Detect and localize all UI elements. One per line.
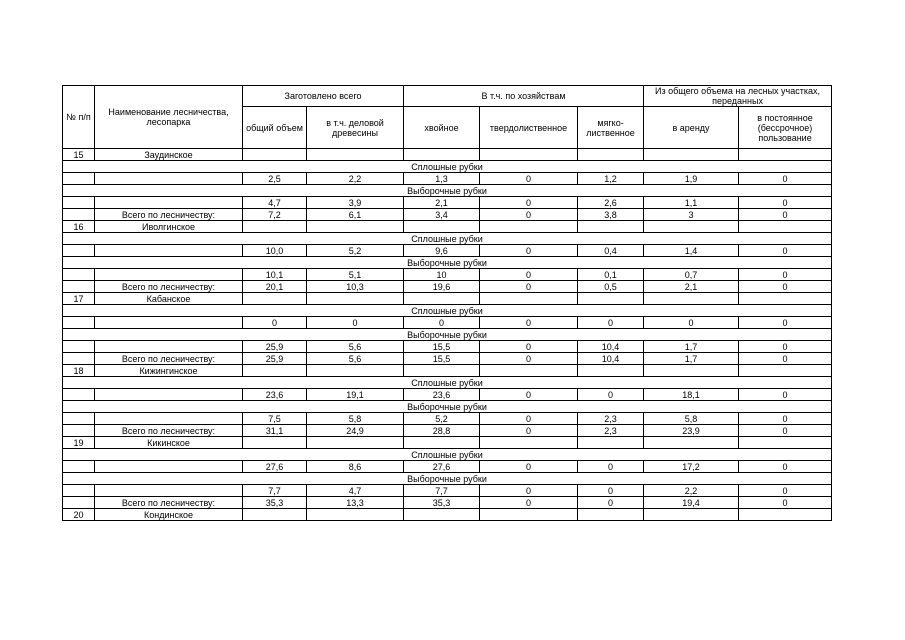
business-wood-cell: 10,3 (307, 281, 404, 293)
row-name: Всего по лесничеству: (95, 353, 243, 365)
row-name (95, 413, 243, 425)
header-permanent-use: в постоянное (бессрочное) пользование (739, 107, 832, 149)
softwood-cell: 0,1 (578, 269, 644, 281)
forestry-row (63, 365, 832, 377)
conifer-cell: 15,5 (404, 341, 480, 353)
lease-cell: 19,4 (644, 497, 739, 509)
business-wood-cell: 8,6 (307, 461, 404, 473)
empty-cell (739, 293, 832, 305)
empty-cell (243, 293, 307, 305)
conifer-cell: 0 (404, 317, 480, 329)
header-transferred: Из общего объема на лесных участках, переданных (644, 86, 832, 107)
empty-cell (578, 365, 644, 377)
permanent-use-cell: 0 (739, 461, 832, 473)
total-volume-cell: 7,2 (243, 209, 307, 221)
business-wood-cell: 4,7 (307, 485, 404, 497)
empty-cell (480, 149, 578, 161)
table-row (63, 173, 832, 185)
section-row (63, 449, 832, 461)
lease-cell: 1,7 (644, 341, 739, 353)
header-lease: в аренду (644, 107, 739, 149)
softwood-cell: 0 (578, 485, 644, 497)
empty-cell (243, 221, 307, 233)
row-number (63, 209, 95, 221)
forestry-name: Кабанское (95, 293, 243, 305)
total-volume-cell: 23,6 (243, 389, 307, 401)
softwood-cell: 2,3 (578, 413, 644, 425)
empty-cell (739, 509, 832, 521)
hardwood-cell: 0 (480, 209, 578, 221)
conifer-cell: 9,6 (404, 245, 480, 257)
row-number (63, 353, 95, 365)
section-row (63, 233, 832, 245)
row-number (63, 317, 95, 329)
empty-cell (307, 149, 404, 161)
row-number (63, 197, 95, 209)
business-wood-cell: 3,9 (307, 197, 404, 209)
empty-cell (307, 509, 404, 521)
empty-cell (644, 509, 739, 521)
section-label: Сплошные рубки (63, 377, 832, 389)
empty-cell (243, 437, 307, 449)
empty-cell (307, 293, 404, 305)
section-label: Сплошные рубки (63, 161, 832, 173)
table-row (63, 497, 832, 509)
table-row (63, 269, 832, 281)
forestry-harvest-table (62, 85, 832, 521)
header-harvested-total: Заготовлено всего (243, 86, 404, 107)
row-name (95, 341, 243, 353)
business-wood-cell: 5,6 (307, 353, 404, 365)
permanent-use-cell: 0 (739, 425, 832, 437)
forestry-name: Кикинское (95, 437, 243, 449)
empty-cell (243, 365, 307, 377)
softwood-cell: 0 (578, 317, 644, 329)
hardwood-cell: 0 (480, 341, 578, 353)
empty-cell (307, 221, 404, 233)
permanent-use-cell: 0 (739, 197, 832, 209)
permanent-use-cell: 0 (739, 173, 832, 185)
lease-cell: 17,2 (644, 461, 739, 473)
lease-cell: 3 (644, 209, 739, 221)
row-name: Всего по лесничеству: (95, 425, 243, 437)
row-number: 15 (63, 149, 95, 161)
business-wood-cell: 5,8 (307, 413, 404, 425)
row-number: 19 (63, 437, 95, 449)
forestry-name: Кижингинское (95, 365, 243, 377)
row-name (95, 269, 243, 281)
total-volume-cell: 31,1 (243, 425, 307, 437)
row-number: 20 (63, 509, 95, 521)
empty-cell (480, 437, 578, 449)
empty-cell (578, 437, 644, 449)
section-row (63, 473, 832, 485)
empty-cell (644, 221, 739, 233)
hardwood-cell: 0 (480, 461, 578, 473)
table-row (63, 461, 832, 473)
forestry-name: Кондинское (95, 509, 243, 521)
total-volume-cell: 7,5 (243, 413, 307, 425)
lease-cell: 1,1 (644, 197, 739, 209)
business-wood-cell: 6,1 (307, 209, 404, 221)
table-row (63, 341, 832, 353)
row-number (63, 413, 95, 425)
header-total-volume: общий объем (243, 107, 307, 149)
hardwood-cell: 0 (480, 353, 578, 365)
hardwood-cell: 0 (480, 485, 578, 497)
total-volume-cell: 2,5 (243, 173, 307, 185)
row-number (63, 269, 95, 281)
section-label: Выборочные рубки (63, 473, 832, 485)
forestry-name: Иволгинское (95, 221, 243, 233)
softwood-cell: 0 (578, 461, 644, 473)
business-wood-cell: 5,6 (307, 341, 404, 353)
permanent-use-cell: 0 (739, 497, 832, 509)
section-row (63, 161, 832, 173)
lease-cell: 23,9 (644, 425, 739, 437)
business-wood-cell: 0 (307, 317, 404, 329)
business-wood-cell: 5,1 (307, 269, 404, 281)
row-number (63, 461, 95, 473)
row-name (95, 245, 243, 257)
business-wood-cell: 13,3 (307, 497, 404, 509)
total-volume-cell: 27,6 (243, 461, 307, 473)
empty-cell (404, 365, 480, 377)
lease-cell: 2,2 (644, 485, 739, 497)
softwood-cell: 2,6 (578, 197, 644, 209)
empty-cell (404, 149, 480, 161)
total-volume-cell: 10,0 (243, 245, 307, 257)
section-label: Выборочные рубки (63, 401, 832, 413)
conifer-cell: 15,5 (404, 353, 480, 365)
row-number (63, 173, 95, 185)
row-number: 18 (63, 365, 95, 377)
conifer-cell: 3,4 (404, 209, 480, 221)
hardwood-cell: 0 (480, 317, 578, 329)
header-name: Наименование лесничества, лесопарка (95, 86, 243, 149)
softwood-cell: 0,5 (578, 281, 644, 293)
total-volume-cell: 10,1 (243, 269, 307, 281)
conifer-cell: 19,6 (404, 281, 480, 293)
section-row (63, 305, 832, 317)
softwood-cell: 0,4 (578, 245, 644, 257)
permanent-use-cell: 0 (739, 317, 832, 329)
business-wood-cell: 2,2 (307, 173, 404, 185)
conifer-cell: 27,6 (404, 461, 480, 473)
empty-cell (307, 365, 404, 377)
total-volume-cell: 0 (243, 317, 307, 329)
empty-cell (739, 149, 832, 161)
forestry-name: Заудинское (95, 149, 243, 161)
empty-cell (307, 437, 404, 449)
row-name (95, 389, 243, 401)
table-row (63, 281, 832, 293)
permanent-use-cell: 0 (739, 341, 832, 353)
table-row (63, 389, 832, 401)
hardwood-cell: 0 (480, 245, 578, 257)
total-volume-cell: 35,3 (243, 497, 307, 509)
softwood-cell: 1,2 (578, 173, 644, 185)
permanent-use-cell: 0 (739, 389, 832, 401)
row-number: 16 (63, 221, 95, 233)
lease-cell: 0 (644, 317, 739, 329)
total-volume-cell: 7,7 (243, 485, 307, 497)
row-number: 17 (63, 293, 95, 305)
business-wood-cell: 24,9 (307, 425, 404, 437)
table-header (63, 86, 832, 149)
forestry-row (63, 509, 832, 521)
empty-cell (578, 509, 644, 521)
conifer-cell: 35,3 (404, 497, 480, 509)
empty-cell (644, 437, 739, 449)
section-row (63, 329, 832, 341)
row-number (63, 485, 95, 497)
row-name: Всего по лесничеству: (95, 497, 243, 509)
empty-cell (243, 149, 307, 161)
hardwood-cell: 0 (480, 389, 578, 401)
empty-cell (480, 221, 578, 233)
section-label: Сплошные рубки (63, 305, 832, 317)
lease-cell: 0,7 (644, 269, 739, 281)
section-row (63, 401, 832, 413)
hardwood-cell: 0 (480, 497, 578, 509)
permanent-use-cell: 0 (739, 209, 832, 221)
lease-cell: 2,1 (644, 281, 739, 293)
header-softwood: мягко-лиственное (578, 107, 644, 149)
table-row (63, 485, 832, 497)
lease-cell: 1,7 (644, 353, 739, 365)
conifer-cell: 5,2 (404, 413, 480, 425)
empty-cell (404, 509, 480, 521)
section-row (63, 185, 832, 197)
header-by-farms: В т.ч. по хозяйствам (404, 86, 644, 107)
section-row (63, 257, 832, 269)
hardwood-cell: 0 (480, 269, 578, 281)
permanent-use-cell: 0 (739, 485, 832, 497)
row-name (95, 197, 243, 209)
header-num: № п/п (63, 86, 95, 149)
conifer-cell: 7,7 (404, 485, 480, 497)
row-name: Всего по лесничеству: (95, 209, 243, 221)
conifer-cell: 23,6 (404, 389, 480, 401)
permanent-use-cell: 0 (739, 245, 832, 257)
table-row (63, 425, 832, 437)
conifer-cell: 10 (404, 269, 480, 281)
table-row (63, 353, 832, 365)
table-row (63, 413, 832, 425)
row-number (63, 425, 95, 437)
empty-cell (739, 365, 832, 377)
lease-cell: 1,9 (644, 173, 739, 185)
empty-cell (578, 293, 644, 305)
row-name: Всего по лесничеству: (95, 281, 243, 293)
conifer-cell: 1,3 (404, 173, 480, 185)
conifer-cell: 28,8 (404, 425, 480, 437)
empty-cell (404, 437, 480, 449)
row-number (63, 389, 95, 401)
softwood-cell: 0 (578, 389, 644, 401)
empty-cell (480, 365, 578, 377)
forestry-row (63, 293, 832, 305)
section-label: Сплошные рубки (63, 449, 832, 461)
lease-cell: 5,8 (644, 413, 739, 425)
table-row (63, 197, 832, 209)
hardwood-cell: 0 (480, 197, 578, 209)
permanent-use-cell: 0 (739, 353, 832, 365)
permanent-use-cell: 0 (739, 269, 832, 281)
total-volume-cell: 4,7 (243, 197, 307, 209)
softwood-cell: 0 (578, 497, 644, 509)
lease-cell: 18,1 (644, 389, 739, 401)
permanent-use-cell: 0 (739, 413, 832, 425)
section-row (63, 377, 832, 389)
conifer-cell: 2,1 (404, 197, 480, 209)
empty-cell (739, 437, 832, 449)
forestry-row (63, 221, 832, 233)
section-label: Выборочные рубки (63, 185, 832, 197)
forestry-row (63, 437, 832, 449)
row-name (95, 461, 243, 473)
empty-cell (480, 293, 578, 305)
lease-cell: 1,4 (644, 245, 739, 257)
total-volume-cell: 20,1 (243, 281, 307, 293)
table-row (63, 245, 832, 257)
hardwood-cell: 0 (480, 173, 578, 185)
row-number (63, 497, 95, 509)
header-business-wood: в т.ч. деловой древесины (307, 107, 404, 149)
row-number (63, 341, 95, 353)
row-number (63, 245, 95, 257)
hardwood-cell: 0 (480, 281, 578, 293)
total-volume-cell: 25,9 (243, 341, 307, 353)
business-wood-cell: 19,1 (307, 389, 404, 401)
empty-cell (739, 221, 832, 233)
forestry-row (63, 149, 832, 161)
row-number (63, 281, 95, 293)
hardwood-cell: 0 (480, 425, 578, 437)
empty-cell (404, 221, 480, 233)
header-conifer: хвойное (404, 107, 480, 149)
empty-cell (644, 149, 739, 161)
empty-cell (578, 221, 644, 233)
empty-cell (480, 509, 578, 521)
empty-cell (644, 365, 739, 377)
header-hardwood: твердолиственное (480, 107, 578, 149)
section-label: Сплошные рубки (63, 233, 832, 245)
softwood-cell: 3,8 (578, 209, 644, 221)
table-row (63, 317, 832, 329)
hardwood-cell: 0 (480, 413, 578, 425)
table-row (63, 209, 832, 221)
row-name (95, 173, 243, 185)
empty-cell (404, 293, 480, 305)
softwood-cell: 10,4 (578, 341, 644, 353)
section-label: Выборочные рубки (63, 257, 832, 269)
row-name (95, 485, 243, 497)
row-name (95, 317, 243, 329)
softwood-cell: 2,3 (578, 425, 644, 437)
softwood-cell: 10,4 (578, 353, 644, 365)
business-wood-cell: 5,2 (307, 245, 404, 257)
total-volume-cell: 25,9 (243, 353, 307, 365)
empty-cell (644, 293, 739, 305)
permanent-use-cell: 0 (739, 281, 832, 293)
empty-cell (578, 149, 644, 161)
empty-cell (243, 509, 307, 521)
section-label: Выборочные рубки (63, 329, 832, 341)
table-body (63, 149, 832, 521)
